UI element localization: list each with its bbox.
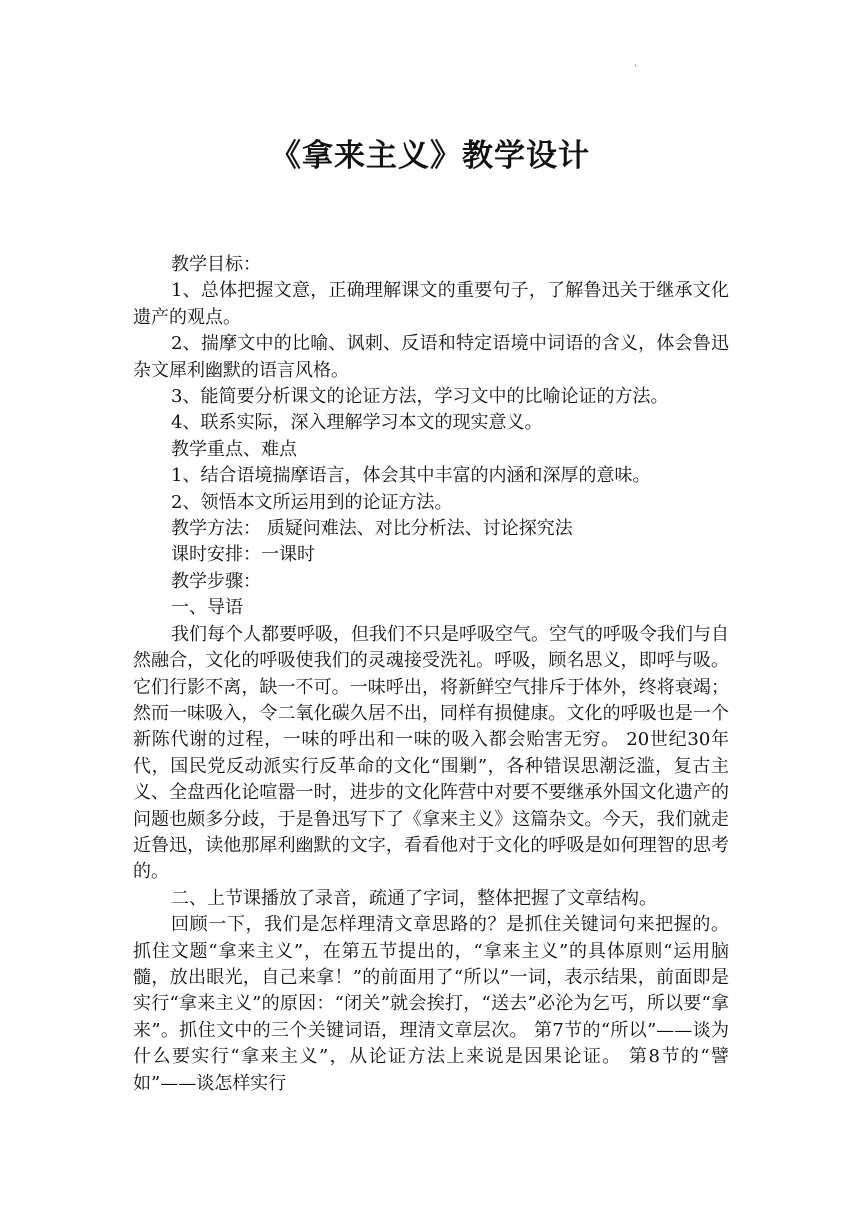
paragraph: 回顾一下，我们是怎样理清文章思路的？是抓住关键词句来把握的。 抓住文题“拿来主义”，在第五节提出的，“拿来主义”的具体原则“运用脑髓，放出眼光，自己来拿！”的前面用了“所以”一词，表示结果，前面即是实行“拿来主义”的原因：“闭关”就会挨打，“送去”必沦为乞丐，所以要“拿来”。抓住文中的三个关键词语，理清文章层次。 第7节的“所以”——谈为什么要实行“拿来主义”，从论证方法上来说是因果论证。 第8节的“譬如”——谈怎样实行 xyxy=(133,914,729,1094)
paragraph: 4、联系实际，深入理解学习本文的现实意义。 xyxy=(171,412,543,434)
paragraph: 2、领悟本文所运用到的论证方法。 xyxy=(171,491,453,513)
paragraph: 2、揣摩文中的比喻、讽刺、反语和特定语境中词语的含义，体会鲁迅杂文犀利幽默的语言风格。 xyxy=(133,333,729,381)
paragraph: 二、上节课播放了录音，疏通了字词，整体把握了文章结构。 xyxy=(171,887,657,909)
document-title: 《拿来主义》教学设计 xyxy=(270,138,590,174)
paragraph: 教学步骤： xyxy=(171,570,261,592)
paragraph: 教学重点、难点 xyxy=(171,438,297,460)
paragraph: 我们每个人都要呼吸，但我们不只是呼吸空气。空气的呼吸令我们与自然融合，文化的呼吸使我们的灵魂接受洗礼。呼吸，顾名思义，即呼与吸。它们行影不离，缺一不可。一味呼出，将新鲜空气排斥于体外，终将衰竭；然而一味吸入，令二氧化碳久居不出，同样有损健康。文化的呼吸也是一个新陈代谢的过程，一味的呼出和一味的吸入都会贻害无穷。 20世纪30年代，国民党反动派实行反革命的文化“围剿”，各种错误思潮泛滥，复古主义、全盘西化论喧嚣一时，进步的文化阵营中对要不要继承外国文化遗产的问题也颇多分歧，于是鲁迅写下了《拿来主义》这篇杂文。今天，我们就走近鲁迅，读他那犀利幽默的文字，看看他对于文化的呼吸是如何理智的思考的。 xyxy=(133,623,729,883)
document-body xyxy=(133,252,729,1097)
paragraph: 3、能简要分析课文的论证方法，学习文中的比喻论证的方法。 xyxy=(171,386,669,408)
paragraph: 一、导语 xyxy=(171,597,243,619)
paragraph: 教学目标： xyxy=(171,254,261,275)
header-mark: . xyxy=(634,58,638,69)
paragraph: 1、结合语境揣摩语言，体会其中丰富的内涵和深厚的意味。 xyxy=(171,465,651,487)
paragraph: 课时安排：一课时 xyxy=(171,544,315,566)
paragraph: 教学方法： 质疑问难法、对比分析法、讨论探究法 xyxy=(171,518,573,540)
paragraph: 1、总体把握文意，正确理解课文的重要句子，了解鲁迅关于继承文化遗产的观点。 xyxy=(133,280,729,328)
